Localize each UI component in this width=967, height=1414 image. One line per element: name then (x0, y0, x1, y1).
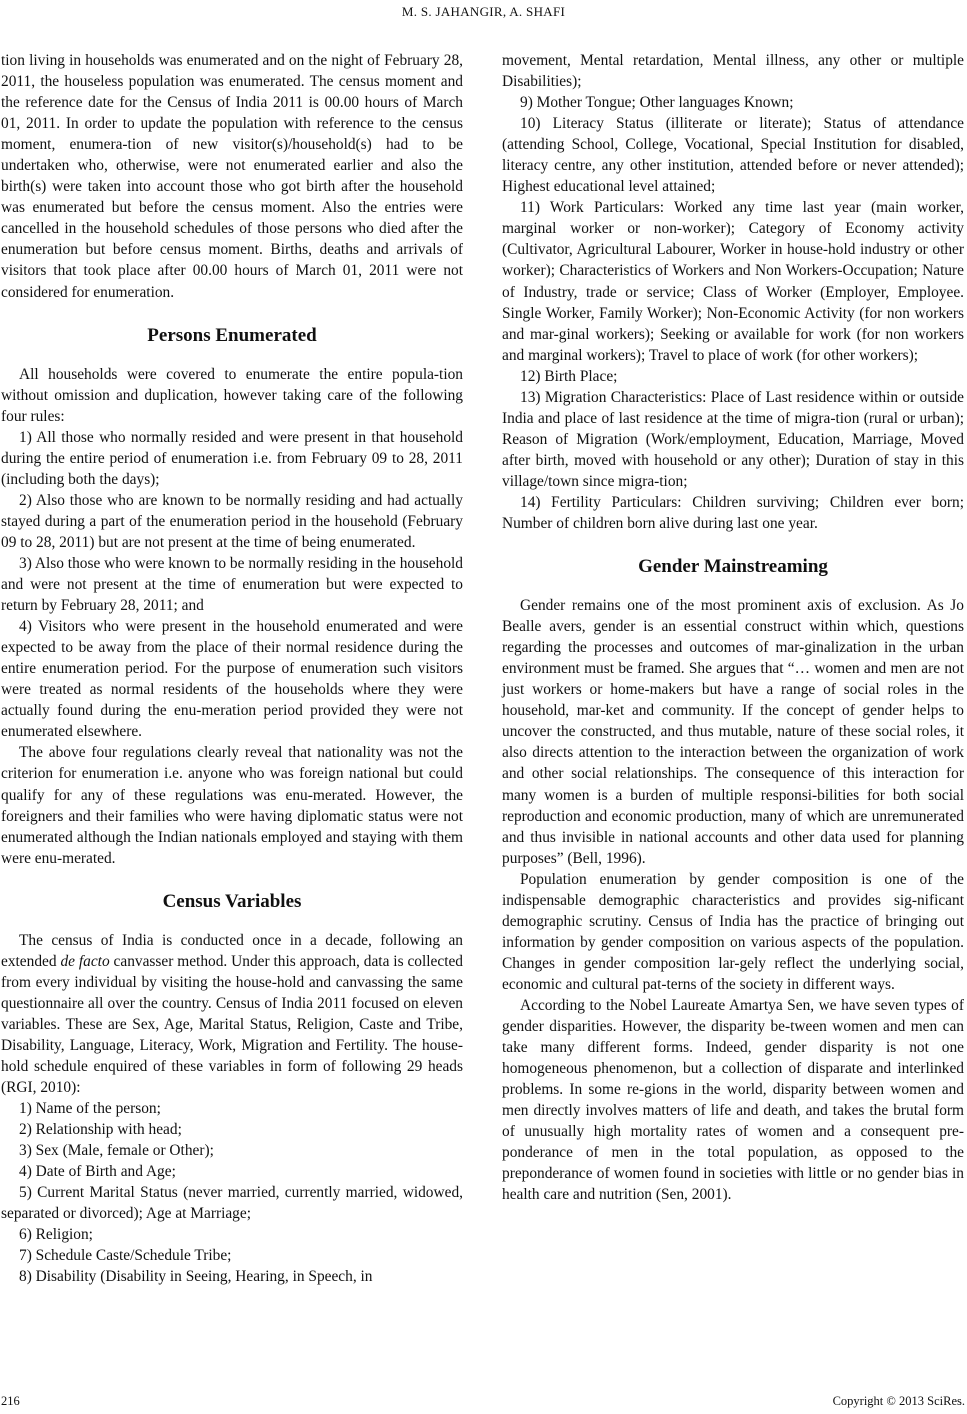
section-heading-census-variables: Census Variables (162, 890, 302, 912)
left-column (1, 50, 463, 1287)
list-item: 7) Schedule Caste/Schedule Tribe; (19, 1247, 232, 1265)
list-item: 4) Date of Birth and Age; (19, 1163, 176, 1181)
list-item: 2) Relationship with head; (19, 1121, 182, 1139)
section-heading-persons-enumerated: Persons Enumerated (147, 324, 317, 346)
rule-item: 2) Also those who are known to be normally residing and had actually stayed during a part of the enumeration period in the household (February 09 to 28, 2011) but are not present at the time of being enumerated. (1, 491, 463, 551)
gender-paragraph: According to the Nobel Laureate Amartya Sen, we have seven types of gender disparities. However, the disparity be-tween women and men can take many different forms. Indeed, gender disparity is not one homogeneous phenomenon, but a collection of disparate and interlinked problems. In some re-gions in the world, disparity between women and men directly involves matters of life and death, and takes the brutal form of unusually high mortality rates of women and a consequent pre-ponderance of men in the total population, as opposed to the preponderance of women found in societies with little or no gender bias in health care and nutrition (Sen, 2001). (502, 996, 964, 1204)
copyright-notice: Copyright © 2013 SciRes. (832, 1394, 965, 1408)
page-number: 216 (1, 1394, 20, 1408)
gender-paragraph: Population enumeration by gender composition is one of the indispensable demographic characteristics and provides sig-nificant demographic scrutiny. Census of India has the practice of bringing out information by gender composition on various aspects of the population. Changes in gender composition lar-gely reflect the underlying social, economic and cultural pat-terns of the society in different ways. (502, 870, 964, 993)
list-item: 14) Fertility Particulars: Children surviving; Children ever born; Number of children born alive during last one year. (502, 493, 964, 533)
list-item: 5) Current Marital Status (never married, currently married, widowed, separated or divorced); Age at Marriage; (1, 1184, 463, 1223)
list-item: 12) Birth Place; (520, 367, 618, 385)
list-item: 8) Disability (Disability in Seeing, Hearing, in Speech, in (19, 1268, 373, 1286)
persons-paragraph: All households were covered to enumerate the entire popula-tion without omission and duplication, however taking care of the following four rules: (1, 365, 463, 425)
list-item: 13) Migration Characteristics: Place of Last residence within or outside India and place of last residence at the time of migra-tion (rural or urban); Reason of Migration (Work/employment, Education, Marriage, Moved after birth, moved with household or any other); Duration of stay in this village/town since migra-tion; (502, 388, 964, 490)
list-item: 3) Sex (Male, female or Other); (19, 1142, 214, 1160)
running-head: M. S. JAHANGIR, A. SHAFI (401, 4, 566, 19)
list-item: 11) Work Particulars: Worked any time last year (main worker, marginal worker or non-worker); Category of Economy activity (Cultivator, Agricultural Labourer, Worker in house-hold industry or other worker); Characteristics of Workers and Non Workers-Occupation; Nature of Industry, trade or service; Class of Worker (Employer, Employee. Single Worker, Family Worker); Non-Economic Activity (for non workers and mar-ginal workers); Seeking or available for work (for non workers and marginal workers); Travel to place of work (for other workers); (502, 199, 964, 364)
right-column (502, 50, 964, 1205)
section-heading-gender-mainstreaming: Gender Mainstreaming (638, 556, 828, 578)
intro-paragraph: tion living in households was enumerated and on the night of February 28, 2011, the houseless population was enumerated. The census moment and the reference date for the Census of India 2011 is 00.00 hours of March 01, 2011. In order to update the population with reference to the census moment, enumera-tion of new visitor(s)/household(s) had to be undertaken who, otherwise, were not enumerated earlier and also the birth(s) were taken into account those who got birth after the household was enumerated but before the census moment. Also the entries were cancelled in the household schedules of those persons who died after the enumeration but before census moment. Births, deaths and arrivals of visitors that took place after 00.00 hours of March 01, 2011 were not considered for enumeration. (1, 52, 463, 301)
rule-item: 3) Also those who were known to be normally residing in the household and were not present at the time of enumeration but were expected to return by February 28, 2011; and (1, 554, 463, 615)
nationality-paragraph: The above four regulations clearly reveal that nationality was not the criterion for enumeration i.e. anyone who was foreign national but could qualify for any of these regulations was enu-merated. However, the foreigners and their families who were having diplomatic status were not enumerated although the Indian nationals employed and staying with them were enu-merated. (1, 744, 463, 867)
continued-item: movement, Mental retardation, Mental illness, any other or multiple Disabilities); (502, 52, 964, 91)
list-item: 6) Religion; (19, 1226, 93, 1244)
variables-paragraph: The census of India is conducted once in a decade, following an extended de facto canvasser method. Under this approach, data is collected from every individual by visiting the house-hold and canvassing the same questionnaire all over the country. Census of India 2011 focused on eleven variables. These are Sex, Age, Marital Status, Religion, Caste and Tribe, Disability, Language, Literacy, Work, Migration and Fertility. The house-hold schedule enquired of these variables in form of following 29 heads (RGI, 2010): (1, 931, 463, 1097)
rule-item: 1) All those who normally resided and were present in that household during the entire period of enumeration i.e. from February 09 to 28, 2011 (including both the days); (1, 428, 463, 488)
list-item: 9) Mother Tongue; Other languages Known; (520, 94, 794, 112)
list-item: 10) Literacy Status (illiterate or literate); Status of attendance (attending School, College, Vocational, Special Institution for disabled, literacy centre, any other institution, attended before or never attended); Highest educational level attained; (502, 115, 964, 196)
list-item: 1) Name of the person; (19, 1100, 161, 1118)
rule-item: 4) Visitors who were present in the household enumerated and were expected to be away from the place of their normal residence during the entire enumeration period. For the purpose of enumeration such visitors were treated as normal residents of the households where they were actually found during the enu-meration period provided they were not enumerated elsewhere. (1, 618, 463, 741)
gender-paragraph: Gender remains one of the most prominent axis of exclusion. As Jo Bealle avers, gender is an essential construct within which, questions regarding the processes and outcomes of mar-ginalization in the urban environment must be framed. She argues that “… women and men are not just workers or home-makers but have a range of social roles in the household, mar-ket and community. If the concept of gender helps to uncover the constructed, and thus mutable, nature of these social roles, it also directs attention to the interaction between the organization of work and other social relationships. The consequence of this interaction for many women is a burden of multiple responsi-bilities for both social reproduction and economic production, many of which are unremunerated and thus invisible in national accounts and other data used for planning purposes” (Bell, 1996). (502, 597, 964, 867)
de-facto-term: de facto (60, 952, 110, 970)
